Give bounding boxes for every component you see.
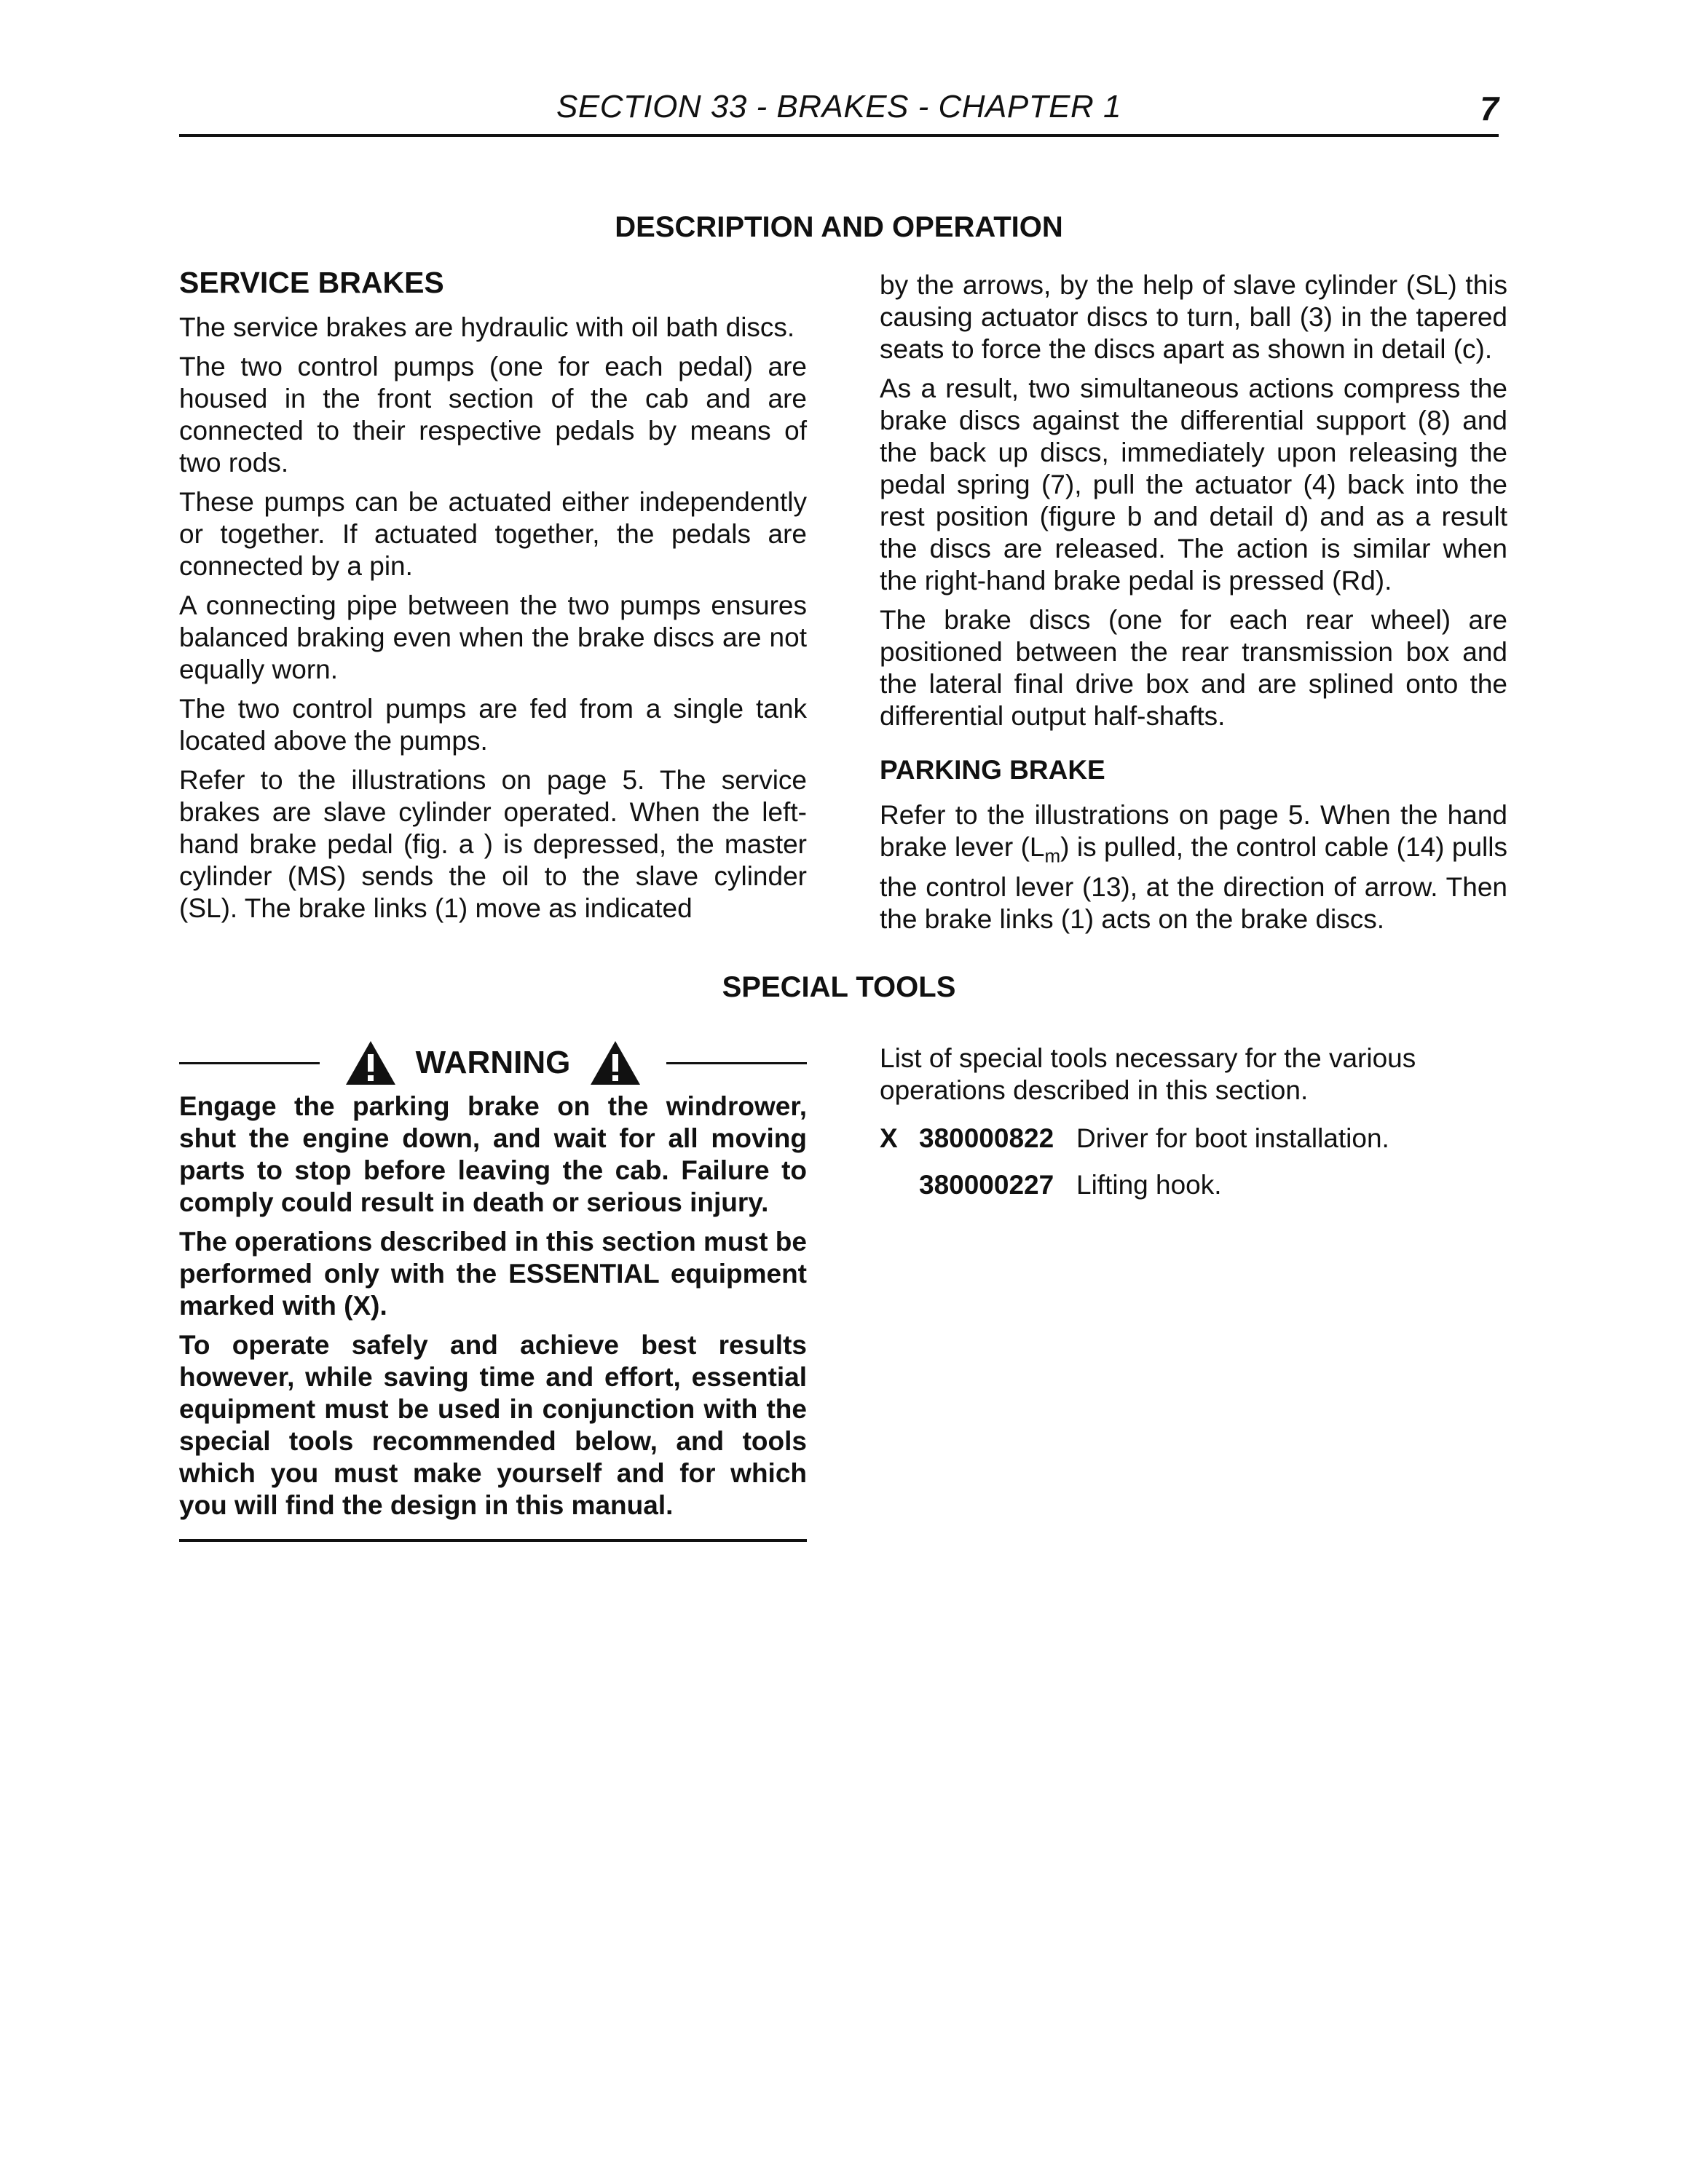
warning-bottom-rule [179,1539,807,1542]
warning-triangle-icon [589,1040,642,1086]
parking-text-before: Refer to the illustrations on page 5. When the hand brake lever (L [880,800,1507,862]
tool-description: Lifting hook. [1076,1170,1222,1200]
tool-essential-mark [880,1169,919,1201]
right-column-description [880,269,1507,943]
page-header [179,86,1499,137]
service-paragraph-9: The brake discs (one for each rear wheel) are positioned between the rear transmission box and the lateral final drive box and are splined onto the differential output half-shafts. [880,605,1507,731]
service-paragraph-8: As a result, two simultaneous actions compress the brake discs against the differential support (8) and the back up discs, immediately upon releasing the pedal spring (7), pull the actuator (4) back into the rest position (figure b and detail d) and as a result the discs are released. The action is similar when the right-hand brake pedal is pressed (Rd). [880,373,1507,596]
tools-intro: List of special tools necessary for the various operations described in this section. [880,1043,1416,1105]
service-paragraph-3: These pumps can be actuated either independently or together. If actuated together, the pedals are connected by a pin. [179,487,807,581]
tool-code: 380000822 [919,1123,1054,1153]
parking-brake-heading: PARKING BRAKE [880,755,1105,785]
tool-row [880,1123,1507,1155]
warning-triangle-icon [344,1040,397,1086]
parking-subscript: m [1044,844,1061,867]
warning-paragraph-1: Engage the parking brake on the windrower, shut the engine down, and wait for all moving parts to stop before leaving the cab. Failure to comply could result in death or serious injury. [179,1091,807,1217]
special-tools-title: SPECIAL TOOLS [722,971,956,1003]
warning-header [179,1041,807,1085]
description-operation-title: DESCRIPTION AND OPERATION [615,211,1063,243]
service-paragraph-4: A connecting pipe between the two pumps ensures balanced braking even when the brake discs are not equally worn. [179,590,807,684]
tool-row [880,1169,1507,1201]
service-brakes-column [179,266,807,932]
warning-box [179,1041,807,1542]
parking-text-after: ) is pulled, the control cable (14) pulls the control lever (13), at the direction of arrow. Then the brake links (1) acts on the brake discs. [880,832,1507,935]
warning-rule-left [179,1062,320,1064]
warning-paragraph-3: To operate safely and achieve best results however, while saving time and effort, essential equipment must be used in conjunction with the special tools recommended below, and tools which you must make yourself and for which you will find the design in this manual. [179,1330,807,1520]
tool-description: Driver for boot installation. [1076,1123,1389,1153]
service-paragraph-1: The service brakes are hydraulic with oil bath discs. [179,312,795,342]
special-tools-list [880,1042,1507,1201]
warning-rule-right [666,1062,807,1064]
service-paragraph-2: The two control pumps (one for each pedal) are housed in the front section of the cab and are connected to their respective pedals by means of two rods. [179,352,807,478]
service-paragraph-5: The two control pumps are fed from a single tank located above the pumps. [179,694,807,756]
tool-code: 380000227 [919,1170,1054,1200]
service-paragraph-7: by the arrows, by the help of slave cylinder (SL) this causing actuator discs to turn, ball (3) in the tapered seats to force the discs apart as shown in detail (c). [880,270,1507,364]
warning-paragraph-2: The operations described in this section must be performed only with the ESSENTIAL equipment marked with (X). [179,1227,807,1321]
service-brakes-heading: SERVICE BRAKES [179,266,444,299]
tool-essential-mark: X [880,1123,898,1153]
warning-title-group [320,1040,667,1086]
warning-label: WARNING [415,1045,571,1080]
parking-paragraph [880,799,1507,935]
warning-body [179,1091,807,1522]
page-number: 7 [1480,90,1499,127]
section-title-header: SECTION 33 - BRAKES - CHAPTER 1 [556,89,1121,124]
service-paragraph-6: Refer to the illustrations on page 5. The service brakes are slave cylinder operated. When the left-hand brake pedal (fig. a ) is depressed, the master cylinder (MS) sends the oil to the slave cylinder (SL). The brake links (1) move as indicated [179,765,807,923]
